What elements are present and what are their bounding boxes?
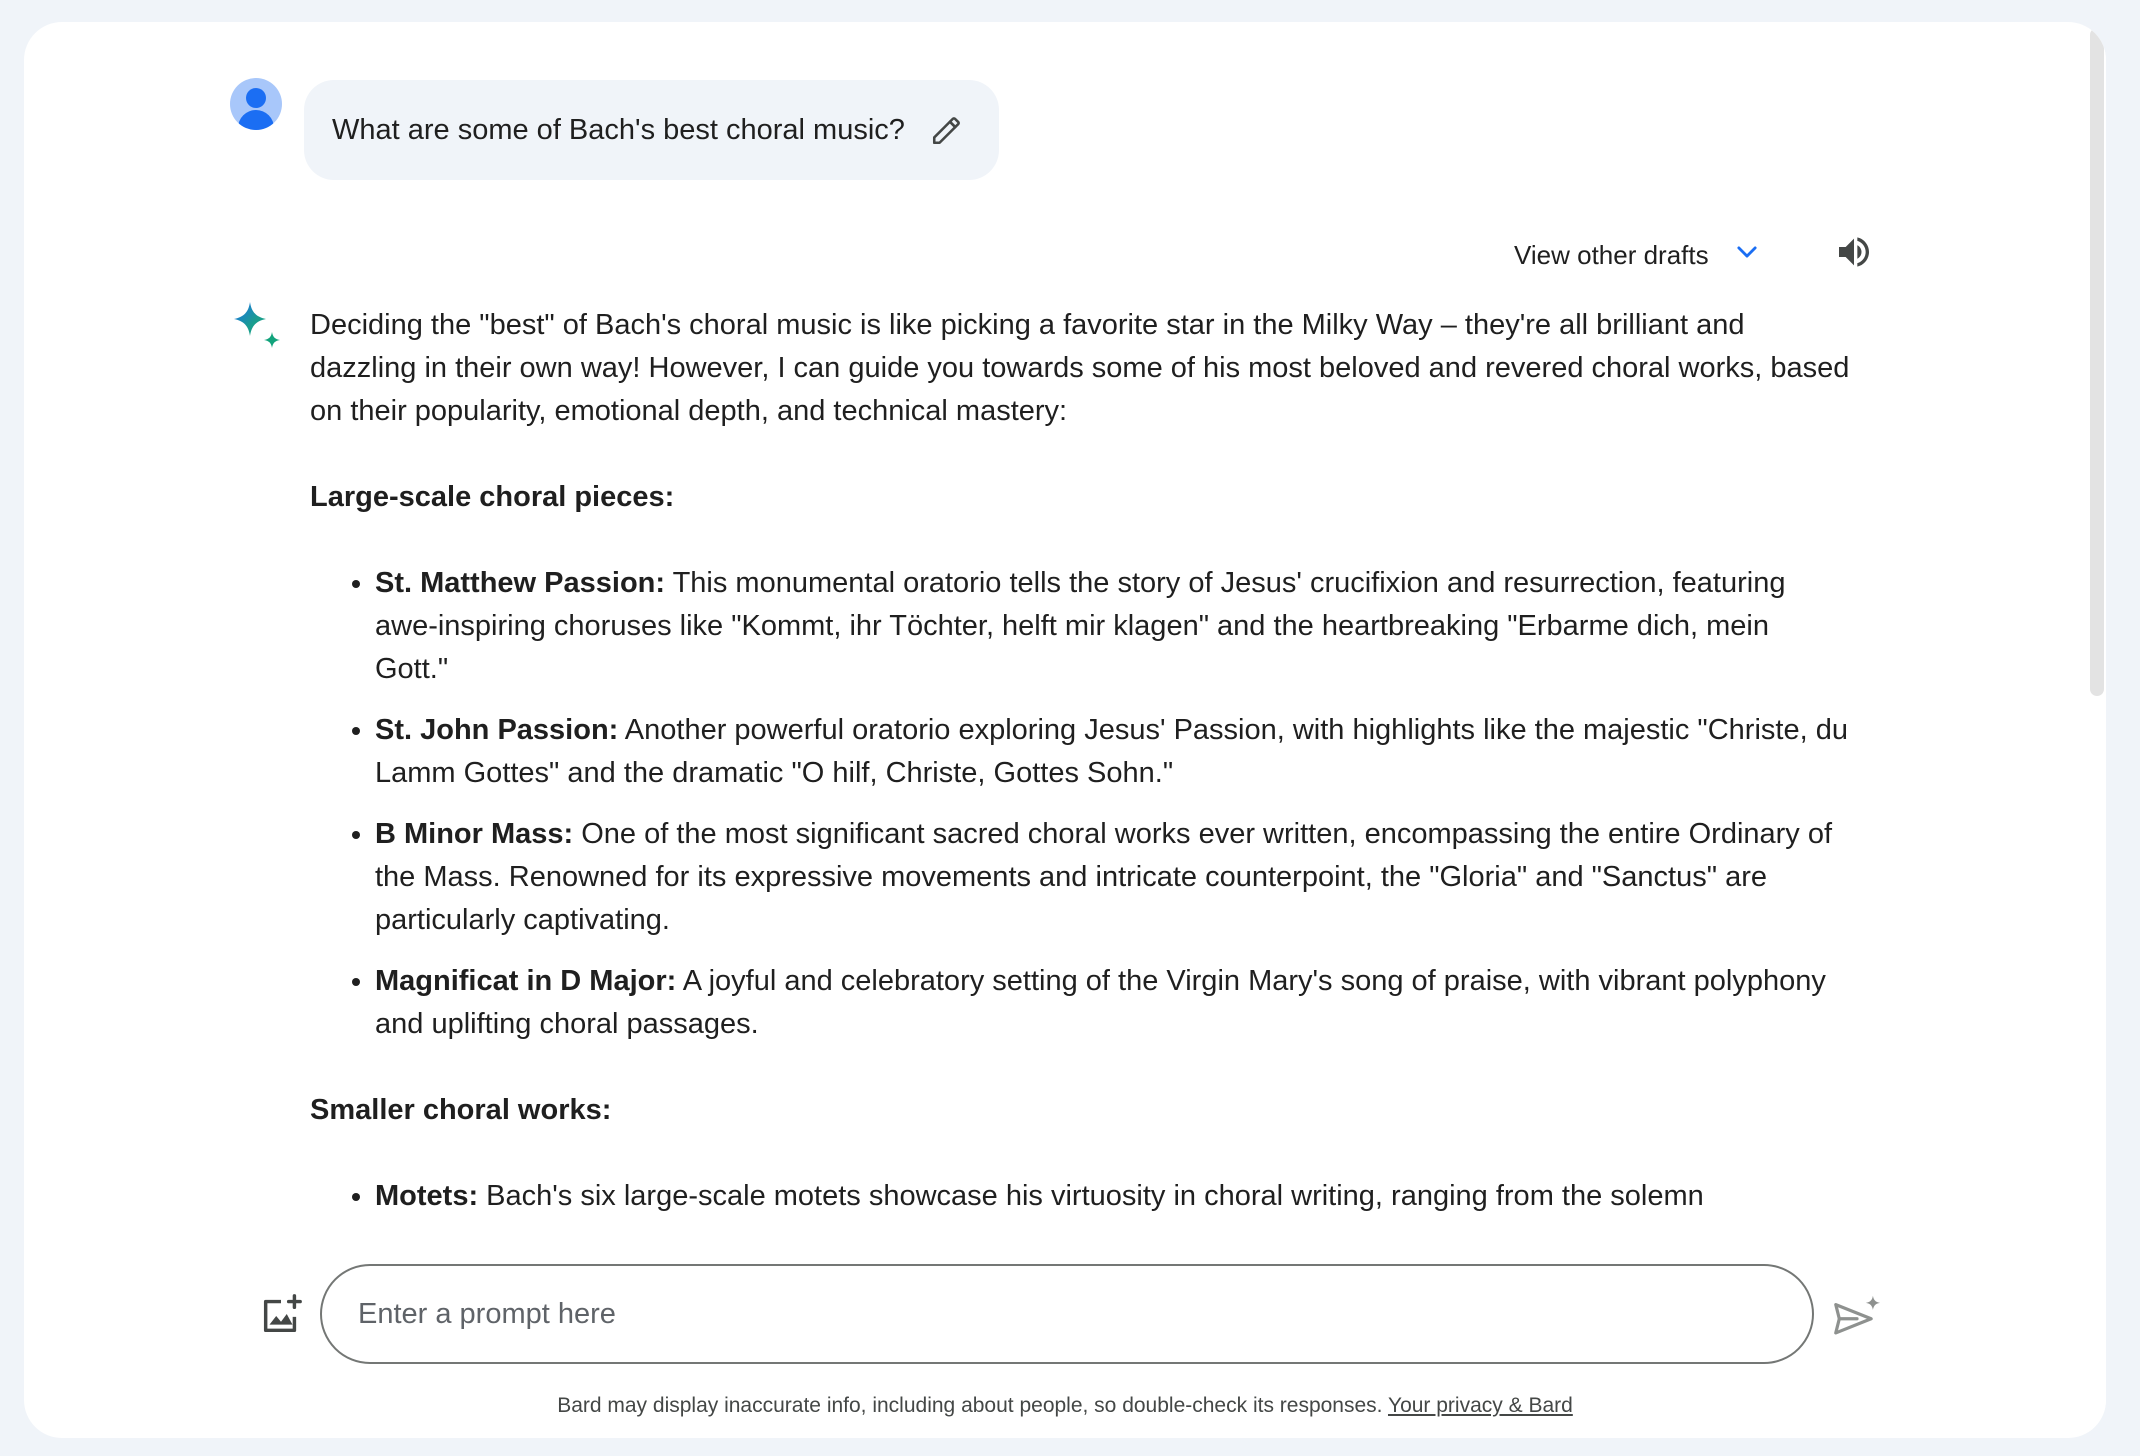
privacy-link[interactable]: Your privacy & Bard [1387, 1394, 1573, 1417]
list-item-text: Another powerful oratorio exploring Jesus' Passion, with highlights like the majestic "Christe, du Lamm Gottes" and the dramatic "O hilf, Christe, Gottes Sohn." [375, 714, 1848, 789]
send-icon[interactable] [1832, 1294, 1882, 1340]
list-item [375, 813, 1850, 942]
prompt-input[interactable] [356, 1297, 1812, 1332]
bard-response [310, 304, 1850, 1234]
bard-sparkle-icon [230, 300, 286, 356]
pencil-icon[interactable] [929, 112, 965, 148]
list-item [375, 562, 1850, 691]
list-item-title: Motets: [375, 1180, 479, 1212]
list-item-text: Bach's six large-scale motets showcase his virtuosity in choral writing, ranging from the solemn [486, 1180, 1704, 1212]
disclaimer [24, 1394, 2106, 1418]
drafts-label: View other drafts [1514, 240, 1709, 270]
section-list [310, 562, 1850, 1046]
list-item [375, 1175, 1850, 1218]
speaker-icon[interactable] [1832, 230, 1876, 274]
scrollbar[interactable] [2088, 22, 2106, 1438]
list-item-text: This monumental oratorio tells the story of Jesus' crucifixion and resurrection, featuring awe-inspiring choruses like "Kommt, ihr Töchter, helft mir klagen" and the heartbreaking "Erbarme dich, mein Gott." [375, 567, 1786, 685]
list-item-title: St. Matthew Passion: [375, 567, 666, 599]
chevron-down-icon [1733, 238, 1761, 273]
user-prompt-bubble [304, 80, 999, 180]
chat-card [24, 22, 2106, 1438]
list-item-title: Magnificat in D Major: [375, 965, 677, 997]
user-prompt-text: What are some of Bach's best choral music? [332, 113, 905, 146]
scrollbar-thumb[interactable] [2090, 28, 2104, 696]
add-image-icon[interactable] [258, 1292, 304, 1338]
list-item-title: B Minor Mass: [375, 818, 574, 850]
list-item-text: One of the most significant sacred choral works ever written, encompassing the entire Ordinary of the Mass. Renowned for its expressive movements and intricate counterpoint, the "Gloria" and "Sanctus" are particularly captivating. [375, 818, 1833, 936]
section-heading: Large-scale choral pieces: [310, 481, 675, 513]
list-item-title: St. John Passion: [375, 714, 619, 746]
list-item [375, 709, 1850, 795]
response-intro: Deciding the "best" of Bach's choral music is like picking a favorite star in the Milky Way – they're all brilliant and dazzling in their own way! However, I can guide you towards some of his most beloved and revered choral works, based on their popularity, emotional depth, and technical mastery: [310, 309, 1850, 427]
view-other-drafts-button[interactable] [1514, 238, 1761, 273]
prompt-input-container[interactable] [320, 1264, 1814, 1364]
user-avatar-icon [230, 78, 282, 130]
disclaimer-text: Bard may display inaccurate info, including about people, so double-check its responses. [557, 1394, 1383, 1417]
section-heading: Smaller choral works: [310, 1094, 612, 1126]
list-item-text: A joyful and celebratory setting of the Virgin Mary's song of praise, with vibrant polyphony and uplifting choral passages. [375, 965, 1826, 1040]
section-list [310, 1175, 1850, 1218]
list-item [375, 960, 1850, 1046]
